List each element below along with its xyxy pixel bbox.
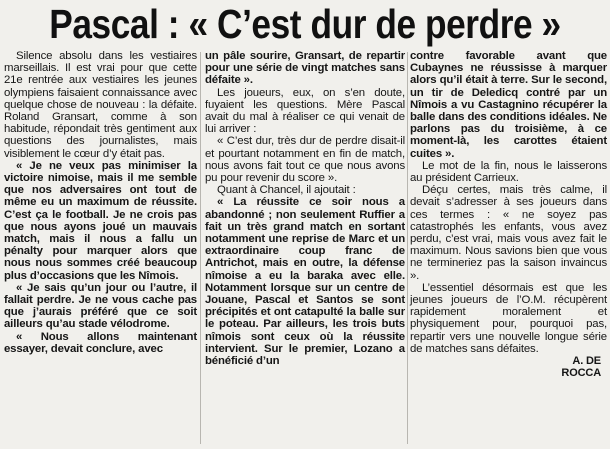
quote-paragraph: contre favorable avant que Cubaynes ne réussisse à marquer alors qu’il était à terre. Sur le second, un tir de Deledicq contré par un Nîmois a vu Castagnino récupérer la balle dans des conditions idéales. Ne parlons pas du troisième, à ce moment-là, les carottes étaient cuites ». <box>410 50 607 160</box>
quote-paragraph: « Je ne veux pas minimiser la victoire nimoise, mais il me semble que nos adversaires ont tout de même eu un maximum de réussite. C’est ça le football. Je ne crois pas que nous ayons joué un mauvais match, mais il nous a fallu un pénalty pour marquer alors que nous nous sommes créé beaucoup plus d’occasions que les Nîmois. <box>4 159 197 282</box>
article-column-3 <box>410 50 607 379</box>
paragraph: Déçu certes, mais très calme, il devait s’adresser à ses joueurs dans ces termes : « ne soyez pas catastrophés les enfants, vous avez perdu, c’est vrai, mais vous avez fait le maximum. Nous savions bien que vous ne termineriez pas la saison invaincus ». <box>410 184 607 282</box>
quote-paragraph: « Nous allons maintenant essayer, devait conclure, avec <box>4 330 197 355</box>
quote-paragraph: « Je sais qu’un jour ou l’autre, il fallait perdre. Je ne vous cache pas que j’aurais préféré que ce soit ailleurs qu’au stade vélodrome. <box>4 281 197 331</box>
paragraph: Silence absolu dans les vestiaires marseillais. Il est vrai pour que cette 21e rentrée aux vestiaires les jeunes olympiens faisaient connaissance avec quelque chose de nouveau : la défaite. Roland Gransart, comme à son habitude, répondait très gentiment aux questions des journalistes, mais visiblement le cœur d’y était pas. <box>4 50 197 160</box>
article-column-1 <box>4 50 197 355</box>
column-divider <box>200 52 201 444</box>
quote-paragraph: « La réussite ce soir nous a abandonné ; non seulement Ruffier a fait un très grand match en sortant notamment une reprise de Marc et un extraordinaire coup franc de Antrichot, mais en outre, la défense nîmoise a eu la baraka avec elle. Notamment lorsque sur un centre de Jouane, Pascal et Santos se sont précipités et ont catapulté la balle sur le poteau. Par ailleurs, les trois buts nîmois sont ceux où la réussite intervient. Sur le premier, Lozano a bénéficié d’un <box>205 196 405 368</box>
paragraph: L’essentiel désormais est que les jeunes joueurs de l’O.M. récupèrent rapidement moralement et physiquement pour, pourquoi pas, repartir vers une nouvelle longue série de matches sans défaites. <box>410 281 607 355</box>
paragraph: Le mot de la fin, nous le laisserons au président Carrieux. <box>410 159 607 185</box>
paragraph: Les joueurs, eux, on s’en doute, fuyaient les questions. Mère Pascal avait du mal à réaliser ce qui venait de lui arriver : <box>205 86 405 136</box>
byline-line: ROCCA <box>561 367 601 380</box>
paragraph: « C’est dur, très dur de perdre disait-il et pourtant notamment en fin de match, nous avons fait tout ce que nous avons pu pour revenir du score ». <box>205 135 405 185</box>
quote-paragraph: un pâle sourire, Gransart, de repartir pour une série de vingt matches sans défaite ». <box>205 50 405 87</box>
article-headline: Pascal : « C’est dur de perdre » <box>49 1 561 47</box>
article-column-2 <box>205 50 405 367</box>
column-divider <box>407 52 408 444</box>
byline-line: A. DE <box>572 355 601 368</box>
byline <box>410 355 607 379</box>
paragraph: Quant à Chancel, il ajoutait : <box>217 184 356 197</box>
